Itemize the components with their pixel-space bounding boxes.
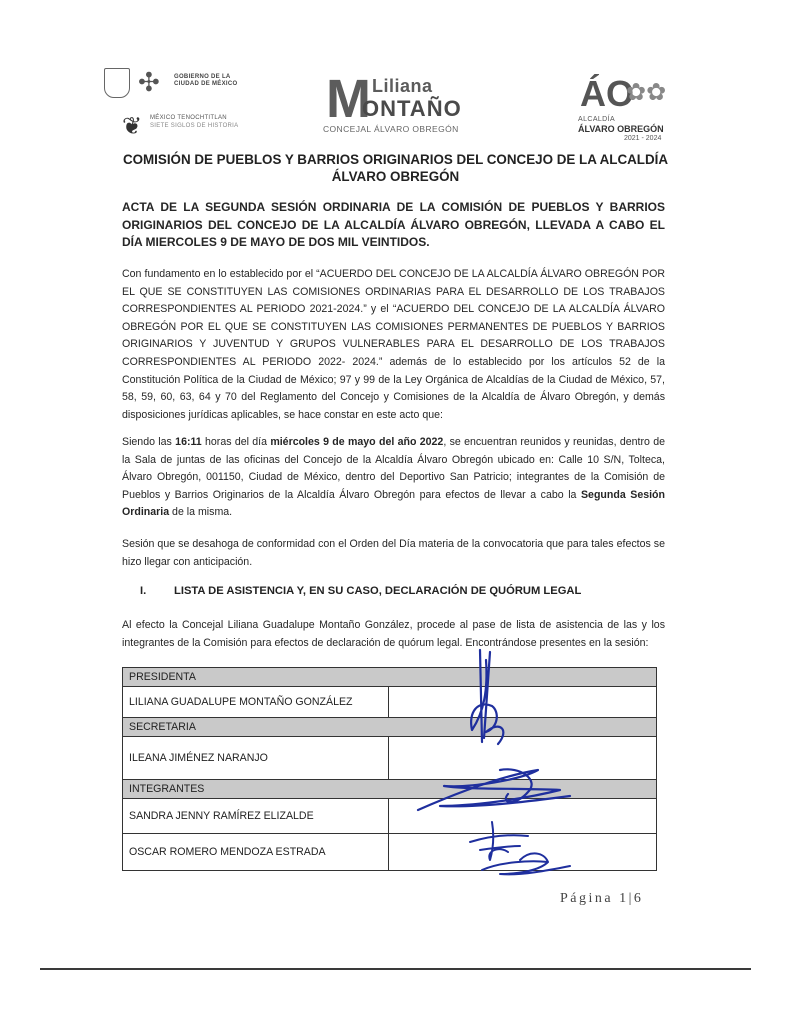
presidenta-label: PRESIDENTA bbox=[123, 668, 657, 687]
flowers-icon: ✿✿ bbox=[626, 79, 667, 106]
history-text: SIETE SIGLOS DE HISTORIA bbox=[150, 123, 239, 129]
integrante2-name: OSCAR ROMERO MENDOZA ESTRADA bbox=[123, 834, 389, 871]
table-row bbox=[123, 687, 657, 718]
integrante1-name: SANDRA JENNY RAMÍREZ ELIZALDE bbox=[123, 799, 389, 834]
page-number: Página 1|6 bbox=[560, 891, 644, 906]
table-header-row bbox=[123, 668, 657, 687]
liliana-montano-logo bbox=[320, 69, 470, 142]
signature-cell bbox=[389, 834, 657, 871]
logo-montano-text: ONTAÑO bbox=[362, 96, 462, 121]
alcaldia-label: ALCALDÍA bbox=[578, 116, 616, 123]
cdmx-government-logo bbox=[104, 68, 254, 148]
legal-basis-paragraph: Con fundamento en lo establecido por el “ACUERDO DEL CONCEJO DE LA ALCALDÍA ÁLVARO OBREGÓN POR EL QUE SE CONSTITUYEN LAS COMISIONES ORDINARIAS PARA EL DESARROLLO DE LOS TRABAJOS CORRESPONDIENTES AL PERIODO 2021-2024.” y el “ACUERDO DEL CONCEJO DE LA ALCALDÍA ÁLVARO OBREGÓN POR EL QUE SE CONSTITUYEN LAS COMISIONES PERMANENTES DE PUEBLOS Y BARRIOS ORIGINARIOS Y JUVENTUD Y GRUPOS VULNERABLES PARA EL DESARROLLO DE LOS TRABAJOS CORRESPONDIENTES AL PERIODO 2022- 2024.” además de lo establecido por los artículos 52 de la Constitución Política de la Ciudad de México; 97 y 99 de la Ley Orgánica de Alcaldías de la Ciudad de México, 57, 58, 59, 60, 63, 64 y 70 del Reglamento del Concejo y Comisiones de la Alcaldía de Álvaro Obregón, y demás disposiciones jurídicas aplicables, se hace constar en este acto que: bbox=[122, 268, 665, 421]
secretaria-name: ILEANA JIMÉNEZ NARANJO bbox=[123, 737, 389, 780]
signature-cell bbox=[389, 737, 657, 780]
roll-call-paragraph: Al efecto la Concejal Liliana Guadalupe Montaño González, procede al pase de lista de asistencia de las y los integrantes de la Comisión para efectos de declaración de quórum legal. Encontrándose presentes en la sesión: bbox=[122, 619, 665, 649]
scan-edge-divider bbox=[40, 968, 751, 970]
alcaldia-name: ÁLVARO OBREGÓN bbox=[578, 124, 664, 134]
presidenta-name: LILIANA GUADALUPE MONTAÑO GONZÁLEZ bbox=[123, 687, 389, 718]
section-heading bbox=[122, 585, 581, 597]
session-details-paragraph: Siendo las 16:11 horas del día miércoles 9 de mayo del año 2022, se encuentran reunidos y reunidas, dentro de la Sala de juntas de las oficinas del Concejo de la Alcaldía Álvaro Obregón ubicado en: Calle 10 S/N, Tolteca, Álvaro Obregón, 001150, Ciudad de México, dentro del Deportivo San Patricio; integrantes de la Comisión de Pueblos y Barrios Originarios de la Alcaldía Álvaro Obregón para efectos de llevar a cabo la Segunda Sesión Ordinaria de la misma. bbox=[122, 436, 665, 519]
alcaldia-years: 2021 - 2024 bbox=[624, 135, 662, 142]
integrantes-label: INTEGRANTES bbox=[123, 780, 657, 799]
agenda-paragraph: Sesión que se desahoga de conformidad con el Orden del Día materia de la convocatoria que para tales efectos se hizo llegar con anticipación. bbox=[122, 538, 665, 568]
alcaldia-alvaro-obregon-logo bbox=[574, 74, 670, 150]
table-row bbox=[123, 799, 657, 834]
session-date: miércoles 9 de mayo del año 2022 bbox=[270, 436, 444, 448]
alcaldia-mark: ÁO bbox=[580, 73, 634, 114]
table-row bbox=[123, 737, 657, 780]
tenochtitlan-eagle-icon: ❦ bbox=[122, 113, 143, 140]
session-type: Segunda Sesión Ordinaria bbox=[122, 488, 665, 519]
logo-liliana-text: Liliana bbox=[372, 76, 433, 96]
signature-cell bbox=[389, 799, 657, 834]
section-title: LISTA DE ASISTENCIA Y, EN SU CASO, DECLARACIÓN DE QUÓRUM LEGAL bbox=[174, 585, 582, 597]
logo-letter-m: M bbox=[326, 69, 371, 129]
table-row bbox=[123, 834, 657, 871]
table-header-row bbox=[123, 718, 657, 737]
document-title: COMISIÓN DE PUEBLOS Y BARRIOS ORIGINARIOS DEL CONCEJO DE LA ALCALDÍA ÁLVARO OBREGÓN bbox=[122, 152, 669, 184]
table-header-row bbox=[123, 780, 657, 799]
attendance-table bbox=[122, 667, 657, 871]
signature-cell bbox=[389, 687, 657, 718]
tenochtitlan-text: MÉXICO TENOCHTITLAN bbox=[150, 115, 227, 121]
logo-concejal-text: CONCEJAL ÁLVARO OBREGÓN bbox=[323, 124, 459, 134]
acta-heading: ACTA DE LA SEGUNDA SESIÓN ORDINARIA DE LA COMISIÓN DE PUEBLOS Y BARRIOS ORIGINARIOS DEL CONCEJO DE LA ALCALDÍA ÁLVARO OBREGÓN, LLEVADA A CABO EL DÍA MIERCOLES 9 DE MAYO DE DOS MIL VEINTIDOS. bbox=[122, 200, 665, 249]
cdmx-emblem-icon: ✣ bbox=[138, 67, 160, 97]
session-time: 16:11 bbox=[175, 436, 202, 448]
gov-cdmx-text: GOBIERNO DE LA CIUDAD DE MÉXICO bbox=[174, 74, 238, 87]
coat-of-arms-icon bbox=[104, 68, 130, 98]
secretaria-label: SECRETARIA bbox=[123, 718, 657, 737]
section-number: I. bbox=[140, 585, 147, 597]
